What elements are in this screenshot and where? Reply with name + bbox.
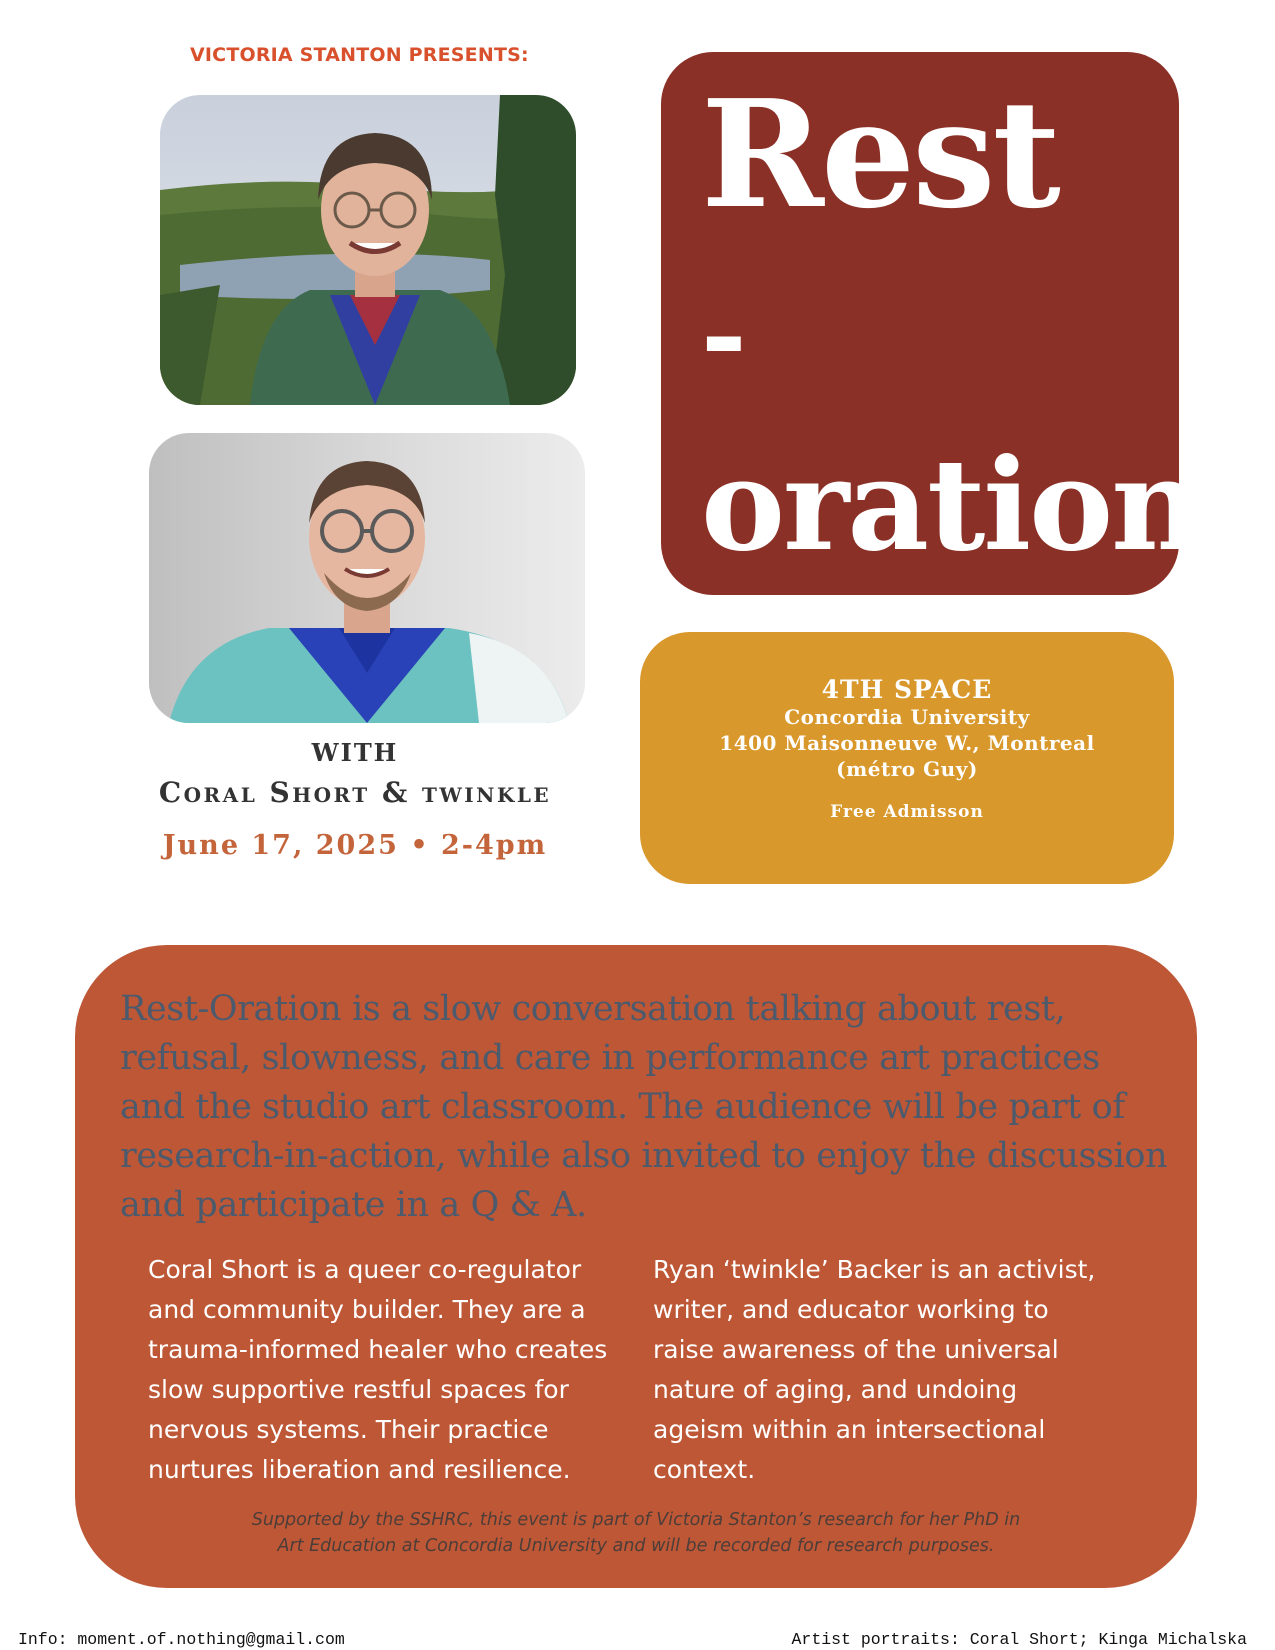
venue-institution: Concordia University: [784, 705, 1030, 729]
artists-names: Coral Short & twinkle: [158, 776, 552, 809]
footer-info: Info: moment.of.nothing@gmail.com: [18, 1630, 345, 1649]
venue-address: 1400 Maisonneuve W., Montreal: [719, 731, 1095, 755]
title-panel: [661, 52, 1201, 595]
title-line-1: Rest: [701, 67, 1058, 241]
with-label: WITH: [311, 738, 399, 767]
presenter-heading: VICTORIA STANTON PRESENTS:: [190, 44, 529, 66]
support-note-line-2: Art Education at Concordia University and will be recorded for research purposes.: [277, 1536, 995, 1556]
title-line-2: -: [701, 270, 747, 399]
support-note: [115, 1507, 1157, 1559]
event-description: Rest-Oration is a slow conversation talking about rest, refusal, slowness, and care in performance art practices and the studio art classroom. The audience will be part of research-in-action, while also invited to enjoy the discussion and participate in a Q & A.: [120, 989, 1168, 1225]
venue-metro: (métro Guy): [836, 757, 978, 781]
bio-twinkle: Ryan ‘twinkle’ Backer is an activist, writer, and educator working to raise awareness of the universal nature of aging, and undoing ageism within an intersectional context.: [653, 1255, 1096, 1484]
bio-coral-short: Coral Short is a queer co-regulator and community builder. They are a trauma-informed healer who creates slow supportive restful spaces for nervous systems. Their practice nurtures liberation and resilience.: [148, 1255, 608, 1484]
venue-panel: [640, 632, 1174, 884]
footer-credits: Artist portraits: Coral Short; Kinga Michalska: [791, 1630, 1247, 1649]
support-note-line-1: Supported by the SSHRC, this event is part of Victoria Stanton’s research for her PhD in: [251, 1510, 1021, 1530]
venue-name: 4TH SPACE: [821, 675, 993, 704]
portrait-twinkle: [149, 433, 585, 723]
venue-admission: Free Admisson: [830, 802, 984, 822]
event-date-time: June 17, 2025 • 2-4pm: [162, 830, 548, 861]
portrait-coral-short: [160, 95, 576, 405]
description-panel: [75, 945, 1197, 1588]
title-line-3: oration: [701, 431, 1201, 579]
